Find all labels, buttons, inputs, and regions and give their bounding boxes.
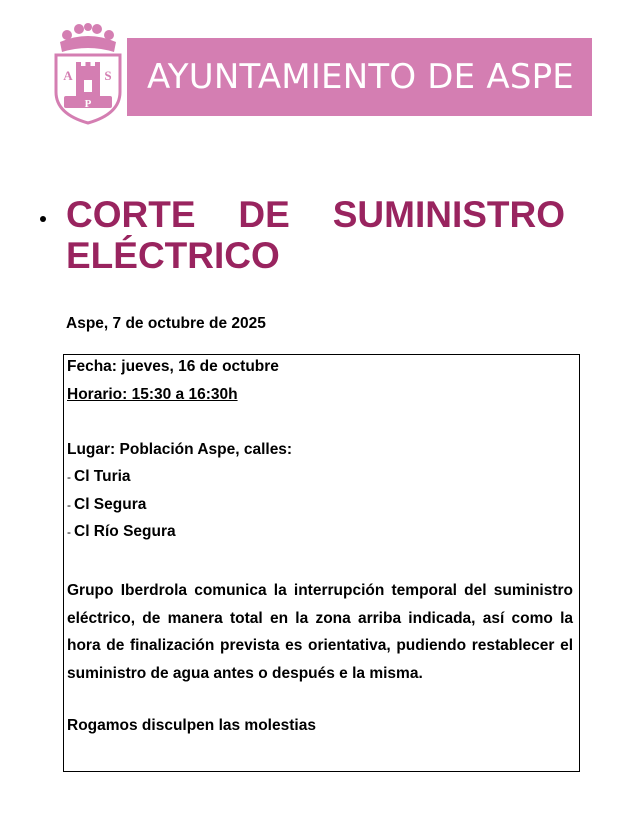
notice-details-box <box>63 354 580 772</box>
bullet-icon <box>40 216 46 222</box>
date-line: Aspe, 7 de octubre de 2025 <box>66 315 266 332</box>
crest-letter-p: P <box>84 98 92 110</box>
headline-word: SUMINISTRO <box>332 194 565 235</box>
crown-icon <box>60 23 116 52</box>
headline-line-2: ELÉCTRICO <box>66 235 280 276</box>
headline-line-1 <box>66 194 565 235</box>
header-banner <box>127 38 592 116</box>
street-name: Cl Río Segura <box>74 523 176 540</box>
dash-marker: - <box>67 525 71 539</box>
fecha-line: Fecha: jueves, 16 de octubre <box>67 358 279 375</box>
street-item <box>67 523 176 541</box>
horario-line: Horario: 15:30 a 16:30h <box>67 386 238 403</box>
headline-word: CORTE <box>66 194 196 235</box>
banner-title: AYUNTAMIENTO DE ASPE <box>146 57 574 97</box>
aspe-crest-logo <box>52 22 124 126</box>
street-name: Cl Segura <box>74 496 147 513</box>
street-item <box>67 496 146 514</box>
street-name: Cl Turia <box>74 468 131 485</box>
closing-line: Rogamos disculpen las molestias <box>67 717 316 734</box>
crest-letter-a: A <box>63 68 73 83</box>
dash-marker: - <box>67 470 71 484</box>
dash-marker: - <box>67 498 71 512</box>
notice-headline <box>66 194 565 276</box>
headline-word: DE <box>238 194 290 235</box>
crest-letter-s: S <box>104 68 112 83</box>
lugar-line: Lugar: Población Aspe, calles: <box>67 441 293 458</box>
street-item <box>67 468 131 486</box>
notice-paragraph: Grupo Iberdrola comunica la interrupción temporal del suministro eléctrico, de manera total en la zona arriba indicada, así como la hora de finalización prevista es orientativa, pudiendo restablecer el suministro de agua antes o después e la misma. <box>67 582 573 682</box>
